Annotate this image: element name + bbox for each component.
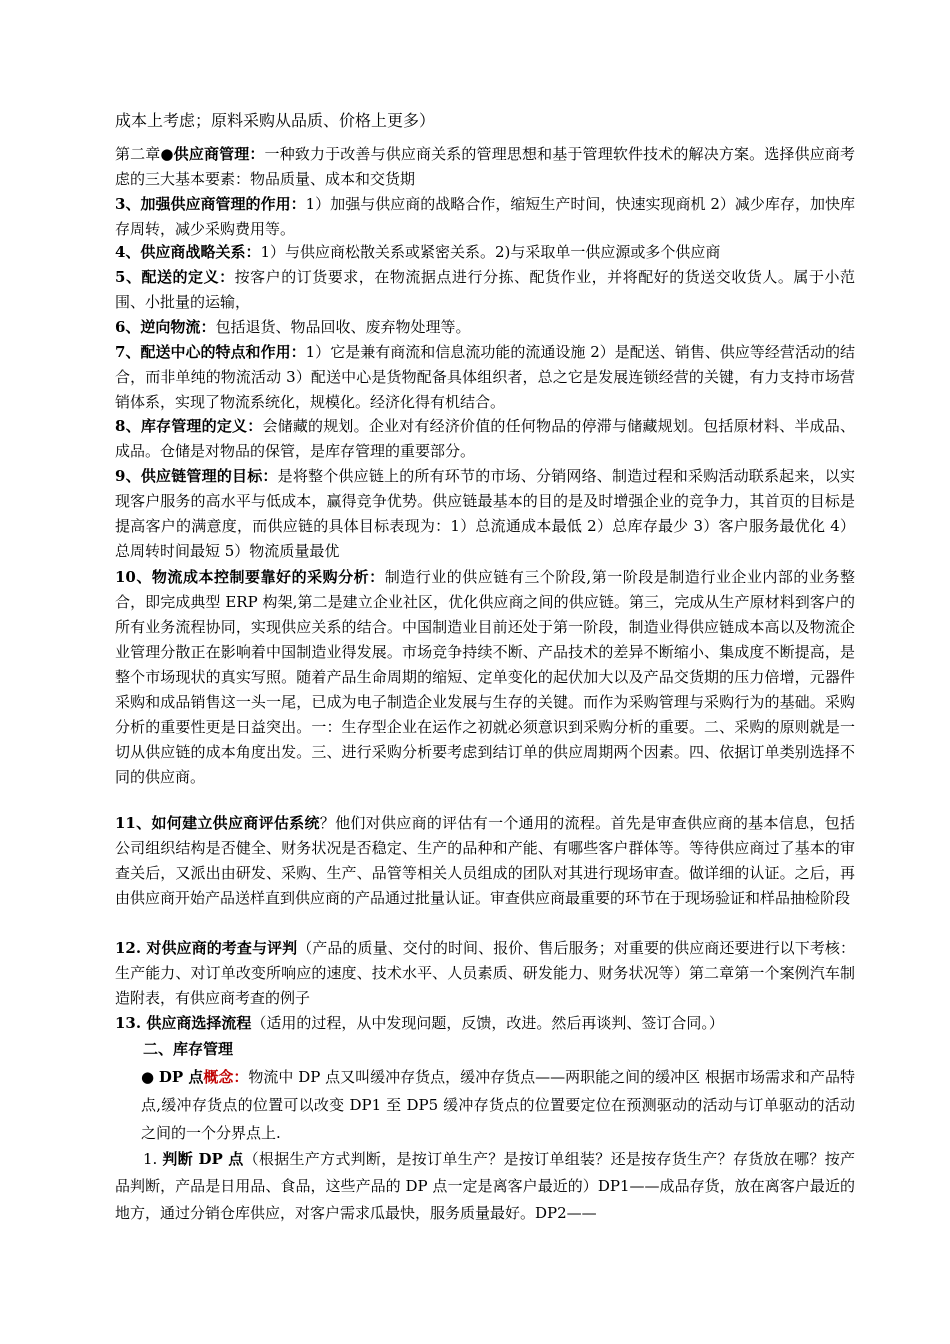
paragraph-text: 按客户的订货要求，在物流据点进行分拣、配货作业，并将配好的货送交收货人。属于小范围、小批量的运输， [115, 268, 855, 311]
paragraph-5 [115, 265, 855, 315]
section-heading: 9、供应链管理的目标： [115, 467, 278, 485]
paragraph-text: 一种致力于改善与供应商关系的管理思想和基于管理软件技术的解决方案。选择供应商考虑的三大基本要素：物品质量、成本和交货期 [115, 145, 855, 188]
paragraph-text: 会储藏的规划。企业对有经济价值的任何物品的停滞与储藏规划。包括原材料、半成品、成品。仓储是对物品的保管，是库存管理的重要部分。 [115, 417, 855, 460]
paragraph-13 [115, 1011, 855, 1036]
paragraph-judge-dp [115, 1146, 855, 1227]
paragraph-text: 1）与供应商松散关系或紧密关系。2)与采取单一供应源或多个供应商 [260, 243, 721, 261]
section-heading: 二、库存管理 [143, 1040, 234, 1058]
section-heading: 10、物流成本控制要靠好的采购分析： [115, 568, 385, 586]
paragraph-3 [115, 192, 855, 242]
paragraph-text: 1）加强与供应商的战略合作，缩短生产时间，快速实现商机 2）减少库存，加快库存周转，减少采购费用等。 [115, 195, 855, 238]
paragraph-text: （产品的质量、交付的时间、报价、售后服务；对重要的供应商还要进行以下考核：生产能力、对订单改变所响应的速度、技术水平、人员素质、研发能力、财务状况等）第二章第一个案例汽车制造附表，有供应商考查的例子 [115, 939, 855, 1007]
bullet-icon: ● [141, 1068, 155, 1086]
section-heading: 5、配送的定义： [115, 268, 235, 286]
paragraph-text: ？他们对供应商的评估有一个通用的流程。首先是审查供应商的基本信息，包括公司组织结构是否健全、财务状况是否稳定、生产的品种和产能、有哪些客户群体等。等待供应商过了基本的审查关后，又派出由研发、采购、生产、品管等相关人员组成的团队对其进行现场审查。做详细的认证。之后，再由供应商开始产品送样直到供应商的产品通过批量认证。审查供应商最重要的环节在于现场验证和样品抽检阶段 [115, 814, 855, 907]
section-heading: 4、供应商战略关系： [115, 243, 261, 261]
section-title-inventory [115, 1037, 855, 1062]
section-heading: 3、加强供应商管理的作用： [115, 195, 306, 213]
paragraph-11 [115, 811, 855, 911]
paragraph-4 [115, 240, 855, 265]
paragraph-text: 制造行业的供应链有三个阶段,第一阶段是制造行业企业内部的业务整合，即完成典型 ERP 构架,第二是建立企业社区，优化供应商之间的供应链。第三，完成从生产原材料到客户的所有业务流程协同，实现供应关系的结合。中国制造业目前还处于第一阶段，制造业得供应链成本高以及物流企业管理分散正在影响着中国制造业得发展。市场竞争持续不断、产品技术的差异不断缩小、集成度不断提高，是整个市场现状的真实写照。随着产品生命周期的缩短、定单变化的起伏加大以及产品交货期的压力倍增，元器件采购和成品销售这一头一尾，已成为电子制造企业发展与生存的关键。而作为采购管理与采购行为的基础。采购分析的重要性更是日益突出。一：生存型企业在运作之初就必须意识到采购分析的重要。二、采购的原则就是一切从供应链的成本角度出发。三、进行采购分析要考虑到结订单的供应周期两个因素。四、依据订单类别选择不同的供应商。 [115, 568, 855, 786]
dp-label: DP 点 [158, 1068, 204, 1086]
section-heading: 6、逆向物流： [115, 318, 216, 336]
concept-label: 概念： [203, 1068, 249, 1086]
paragraph-12 [115, 936, 855, 1011]
section-heading: 判断 DP 点 [162, 1150, 244, 1168]
section-heading: 7、配送中心的特点和作用： [115, 343, 306, 361]
paragraph-text: 包括退货、物品回收、废弃物处理等。 [215, 318, 471, 336]
section-heading: 11、如何建立供应商评估系统 [115, 814, 320, 832]
paragraph-8 [115, 414, 855, 464]
paragraph-text: （适用的过程，从中发现问题，反馈，改进。然后再谈判、签订合同。） [251, 1014, 724, 1032]
list-number: 1. [143, 1150, 158, 1168]
section-heading: 13. 供应商选择流程 [115, 1014, 252, 1032]
paragraph-text: （根据生产方式判断，是按订单生产？是按订单组装？还是按存货生产？存货放在哪？按产品判断，产品是日用品、食品，这些产品的 DP 点一定是离客户最近的）DP1——成品存货，放在离客户最近的地方，通过分销仓库供应，对客户需求瓜最快，服务质量最好。DP2—— [115, 1150, 855, 1222]
paragraph-text: 1）它是兼有商流和信息流功能的流通设施 2）是配送、销售、供应等经营活动的结合，而非单纯的物流活动 3）配送中心是货物配备具体组织者，总之它是发展连锁经营的关键，有力支持市场营销体系，实现了物流系统化，规模化。经济化得有机结合。 [115, 343, 855, 411]
paragraph-10 [115, 565, 855, 790]
paragraph-7 [115, 340, 855, 415]
section-heading: 8、库存管理的定义： [115, 417, 263, 435]
paragraph-text: 是将整个供应链上的所有环节的市场、分销网络、制造过程和采购活动联系起来，以实现客户服务的高水平与低成本，赢得竞争优势。供应链最基本的目的是及时增强企业的竞争力，其首页的目标是提高客户的满意度，而供应链的具体目标表现为：1）总流通成本最低 2）总库存最少 3）客户服务最优化 4）总周转时间最短 5）物流质量最优 [115, 467, 855, 560]
chapter-label: 第二章● [115, 145, 174, 163]
section-heading: 供应商管理： [173, 145, 265, 163]
paragraph-intro [115, 108, 855, 133]
section-heading: 12. 对供应商的考查与评判 [115, 939, 298, 957]
paragraph-chapter-2 [115, 142, 855, 192]
paragraph-dp-concept [115, 1063, 855, 1147]
paragraph-text: 成本上考虑；原料采购从品质、价格上更多） [115, 111, 436, 130]
paragraph-text: 物流中 DP 点又叫缓冲存货点，缓冲存货点——两职能之间的缓冲区 根据市场需求和产品特点,缓冲存货点的位置可以改变 DP1 至 DP5 缓冲存货点的位置要定位在预测驱动的活动与订单驱动的活动之间的一个分界点上. [141, 1068, 855, 1142]
paragraph-6 [115, 315, 855, 340]
paragraph-9 [115, 464, 855, 564]
